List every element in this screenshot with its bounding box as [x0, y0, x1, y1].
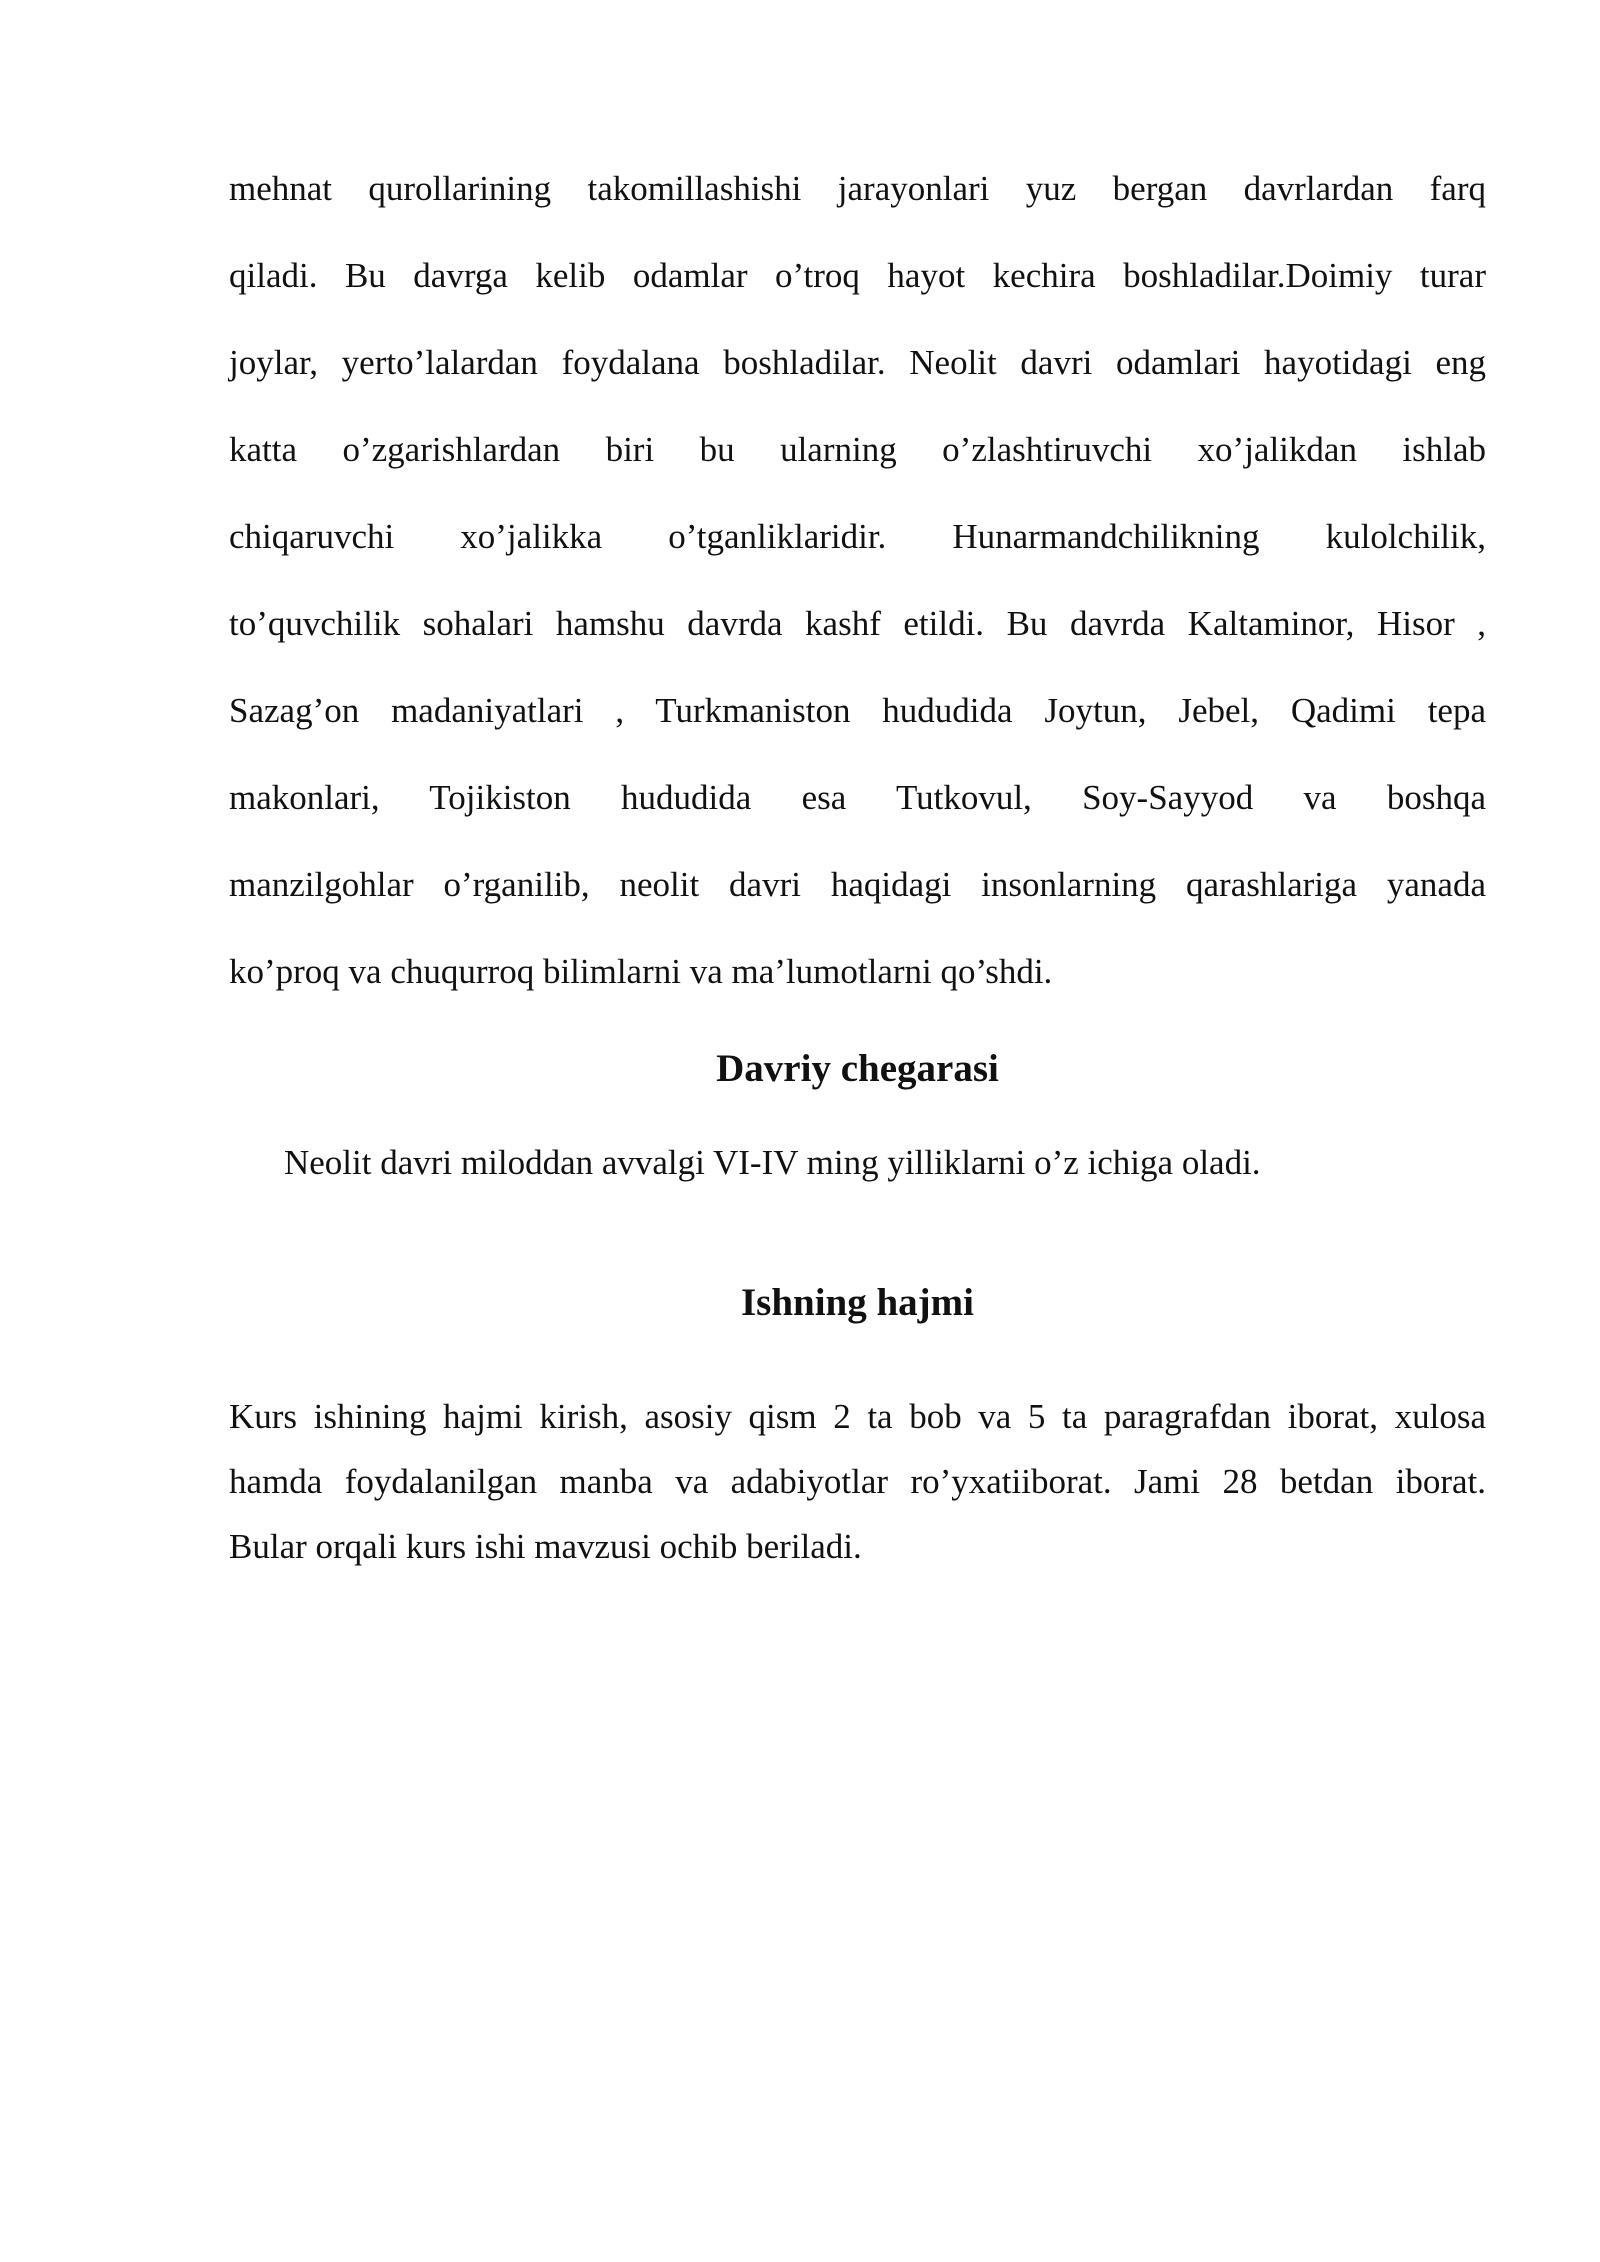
section-heading-scope: Ishning hajmi	[740, 1281, 974, 1324]
paragraph-line: joylar, yerto’lalardan foydalana boshladilar. Neolit davri odamlari hayotidagi eng	[229, 343, 1486, 382]
paragraph-line: ko’proq va chuqurroq bilimlarni va ma’lumotlarni qo’shdi.	[229, 952, 1053, 991]
paragraph-line: manzilgohlar o’rganilib, neolit davri haqidagi insonlarning qarashlariga yanada	[229, 865, 1486, 904]
period-paragraph: Neolit davri miloddan avvalgi VI-IV ming yilliklarni o’z ichiga oladi.	[284, 1143, 1261, 1182]
section-heading-period: Davriy chegarasi	[716, 1047, 999, 1090]
paragraph-line: chiqaruvchi xo’jalikka o’tganliklaridir. Hunarmandchilikning kulolchilik,	[229, 517, 1486, 556]
paragraph-line: Sazag’on madaniyatlari , Turkmaniston hududida Joytun, Jebel, Qadimi tepa	[229, 691, 1486, 730]
paragraph-line: to’quvchilik sohalari hamshu davrda kashf etildi. Bu davrda Kaltaminor, Hisor ,	[229, 604, 1486, 643]
paragraph-line: makonlari, Tojikiston hududida esa Tutkovul, Soy-Sayyod va boshqa	[229, 778, 1486, 817]
scope-paragraph	[229, 1384, 1486, 1579]
intro-paragraph	[229, 145, 1486, 1015]
paragraph-line: katta o’zgarishlardan biri bu ularning o’zlashtiruvchi xo’jalikdan ishlab	[229, 430, 1486, 469]
paragraph-line: qiladi. Bu davrga kelib odamlar o’troq hayot kechira boshladilar.Doimiy turar	[229, 256, 1486, 295]
paragraph-line: Kurs ishining hajmi kirish, asosiy qism 2 ta bob va 5 ta paragrafdan iborat, xulosa	[229, 1397, 1486, 1436]
paragraph-line: Bular orqali kurs ishi mavzusi ochib beriladi.	[229, 1527, 862, 1566]
paragraph-line: mehnat qurollarining takomillashishi jarayonlari yuz bergan davrlardan farq	[229, 169, 1486, 208]
paragraph-line: hamda foydalanilgan manba va adabiyotlar ro’yxatiiborat. Jami 28 betdan iborat.	[229, 1462, 1486, 1501]
